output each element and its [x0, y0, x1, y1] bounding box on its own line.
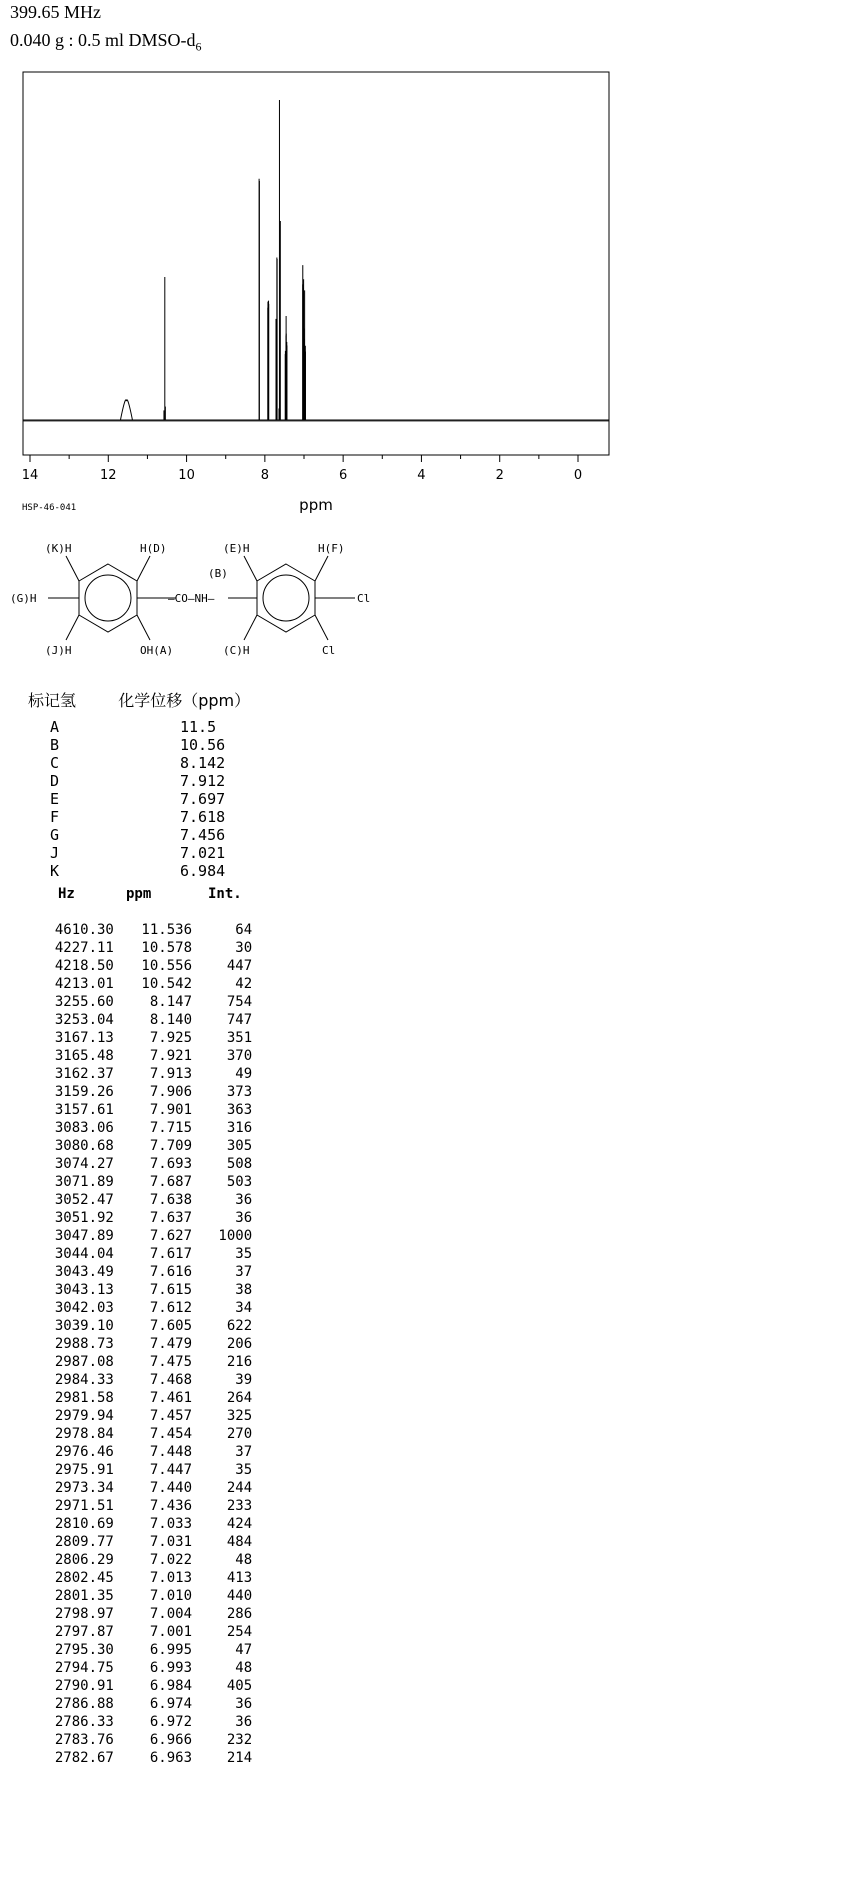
assignment-shift: 11.5: [180, 718, 217, 736]
peak-hz: 3167.13: [38, 1030, 114, 1046]
peak-int: 363: [210, 1102, 253, 1118]
peak-hz: 2976.46: [38, 1444, 114, 1460]
peak-hz: 3051.92: [38, 1210, 114, 1226]
peak-list-header: Int.: [208, 886, 242, 902]
peak-hz: 2809.77: [38, 1534, 114, 1550]
assignment-header-label: 标记氢: [28, 691, 77, 710]
peak-int: 42: [210, 976, 253, 992]
peak-ppm: 7.475: [133, 1354, 193, 1370]
peak-ppm: 7.617: [133, 1246, 193, 1262]
peak-ppm: 6.963: [133, 1750, 193, 1766]
bond: [66, 556, 79, 581]
label-C: (C)H: [223, 644, 250, 657]
peak-hz: 3253.04: [38, 1012, 114, 1028]
peak-ppm: 7.612: [133, 1300, 193, 1316]
assignment-label: F: [50, 808, 60, 826]
peak-ppm: 7.615: [133, 1282, 193, 1298]
peak-ppm: 7.440: [133, 1480, 193, 1496]
peak-list-header: Hz: [58, 886, 75, 902]
spectrum-code: HSP-46-041: [22, 503, 77, 513]
peak-hz: 3083.06: [38, 1120, 114, 1136]
peak-ppm: 6.995: [133, 1642, 193, 1658]
peak-ppm: 7.693: [133, 1156, 193, 1172]
peak-int: 37: [210, 1444, 253, 1460]
peak-hz: 2981.58: [38, 1390, 114, 1406]
peak-hz: 2984.33: [38, 1372, 114, 1388]
peak-ppm: 7.457: [133, 1408, 193, 1424]
plot-frame: [23, 72, 609, 455]
peak-ppm: 7.479: [133, 1336, 193, 1352]
bond: [244, 615, 257, 640]
peak-int: 244: [210, 1480, 253, 1496]
peak-int: 316: [210, 1120, 253, 1136]
assignment-shift: 7.912: [180, 772, 226, 790]
peak-hz: 2786.88: [38, 1696, 114, 1712]
peak-hz: 2810.69: [38, 1516, 114, 1532]
peak-int: 440: [210, 1588, 253, 1604]
peak-hz: 4610.30: [38, 922, 114, 938]
peak-hz: 2802.45: [38, 1570, 114, 1586]
assignment-label: A: [50, 718, 60, 736]
peak-ppm: 6.993: [133, 1660, 193, 1676]
peak-ppm: 7.638: [133, 1192, 193, 1208]
peak-hz: 3165.48: [38, 1048, 114, 1064]
peak-ppm: 7.448: [133, 1444, 193, 1460]
peak-hz: 2806.29: [38, 1552, 114, 1568]
aromatic-circle-left: [85, 575, 131, 621]
nmr-spectrum-chart: [0, 0, 850, 520]
label-K: (K)H: [45, 542, 72, 555]
sample-subscript: 6: [195, 39, 202, 54]
peak-ppm: 8.147: [133, 994, 193, 1010]
peak-int: 351: [210, 1030, 253, 1046]
peak-ppm: 7.447: [133, 1462, 193, 1478]
peak-int: 216: [210, 1354, 253, 1370]
peak-hz: 2782.67: [38, 1750, 114, 1766]
peak-hz: 2786.33: [38, 1714, 114, 1730]
peak-list-header: ppm: [126, 886, 152, 902]
peak-int: 232: [210, 1732, 253, 1748]
bond: [137, 556, 150, 581]
peak-ppm: 10.542: [133, 976, 193, 992]
peak-ppm: 7.709: [133, 1138, 193, 1154]
peak-hz: 2978.84: [38, 1426, 114, 1442]
assignment-shift: 7.456: [180, 826, 226, 844]
peak-int: 405: [210, 1678, 253, 1694]
peak-ppm: 6.974: [133, 1696, 193, 1712]
assignment-shift: 7.697: [180, 790, 226, 808]
peak-int: 39: [210, 1372, 253, 1388]
peak-ppm: 7.468: [133, 1372, 193, 1388]
peak-ppm: 7.454: [133, 1426, 193, 1442]
peak-ppm: 7.616: [133, 1264, 193, 1280]
label-Cl-meta: Cl: [322, 644, 336, 657]
x-tick-label: 6: [339, 468, 348, 483]
peak-int: 747: [210, 1012, 253, 1028]
assignment-label: G: [50, 826, 60, 844]
label-CONH: —CO—NH—: [168, 592, 215, 605]
peak-ppm: 7.605: [133, 1318, 193, 1334]
peak-ppm: 7.906: [133, 1084, 193, 1100]
peak-int: 254: [210, 1624, 253, 1640]
peak-int: 370: [210, 1048, 253, 1064]
peak-int: 622: [210, 1318, 253, 1334]
label-G: (G)H: [10, 592, 37, 605]
assignment-shift: 6.984: [180, 862, 226, 880]
x-tick-label: 0: [573, 468, 583, 483]
peak-int: 35: [210, 1246, 253, 1262]
peak-hz: 2801.35: [38, 1588, 114, 1604]
assignment-label: E: [50, 790, 60, 808]
peak-hz: 2790.91: [38, 1678, 114, 1694]
peak-hz: 2979.94: [38, 1408, 114, 1424]
x-tick-label: 10: [178, 468, 195, 483]
peak-hz: 4213.01: [38, 976, 114, 992]
peak-ppm: 7.637: [133, 1210, 193, 1226]
peak-hz: 2988.73: [38, 1336, 114, 1352]
aromatic-circle-right: [263, 575, 309, 621]
bond: [315, 615, 328, 640]
peak-ppm: 7.627: [133, 1228, 193, 1244]
peak-ppm: 10.556: [133, 958, 193, 974]
benzene-ring-left: [79, 564, 137, 632]
peak-ppm: 7.925: [133, 1030, 193, 1046]
peak-hz: 3157.61: [38, 1102, 114, 1118]
peak-hz: 2971.51: [38, 1498, 114, 1514]
peak-ppm: 7.901: [133, 1102, 193, 1118]
x-tick-label: 2: [495, 468, 504, 483]
peak-ppm: 7.022: [133, 1552, 193, 1568]
spectrum-peak-broad: [120, 400, 132, 420]
peak-int: 373: [210, 1084, 253, 1100]
assignment-header: [28, 688, 250, 711]
peak-ppm: 7.004: [133, 1606, 193, 1622]
bond: [137, 615, 150, 640]
peak-ppm: 8.140: [133, 1012, 193, 1028]
peak-int: 38: [210, 1282, 253, 1298]
peak-int: 233: [210, 1498, 253, 1514]
peak-int: 49: [210, 1066, 253, 1082]
benzene-ring-right: [257, 564, 315, 632]
peak-hz: 3042.03: [38, 1300, 114, 1316]
peak-int: 36: [210, 1714, 253, 1730]
label-J: (J)H: [45, 644, 72, 657]
assignment-shift: 10.56: [180, 736, 226, 754]
peak-ppm: 7.687: [133, 1174, 193, 1190]
peak-int: 37: [210, 1264, 253, 1280]
peak-ppm: 7.033: [133, 1516, 193, 1532]
x-tick-label: 4: [417, 468, 426, 483]
peak-int: 48: [210, 1660, 253, 1676]
peak-ppm: 6.966: [133, 1732, 193, 1748]
peak-ppm: 10.578: [133, 940, 193, 956]
peak-int: 214: [210, 1750, 253, 1766]
peak-hz: 4218.50: [38, 958, 114, 974]
bond: [244, 556, 257, 581]
label-B: (B): [208, 567, 228, 580]
peak-int: 34: [210, 1300, 253, 1316]
peak-ppm: 7.010: [133, 1588, 193, 1604]
spectrometer-frequency: 399.65 MHz: [10, 2, 101, 22]
peak-hz: 3043.13: [38, 1282, 114, 1298]
assignment-header-shift: 化学位移（ppm）: [118, 691, 251, 710]
peak-int: 325: [210, 1408, 253, 1424]
assignment-label: C: [50, 754, 60, 772]
peak-int: 1000: [210, 1228, 253, 1244]
peak-int: 305: [210, 1138, 253, 1154]
assignment-shift: 8.142: [180, 754, 226, 772]
peak-int: 270: [210, 1426, 253, 1442]
peak-ppm: 7.921: [133, 1048, 193, 1064]
peak-hz: 2797.87: [38, 1624, 114, 1640]
x-tick-label: 14: [21, 468, 39, 483]
peak-ppm: 7.461: [133, 1390, 193, 1406]
peak-hz: 3052.47: [38, 1192, 114, 1208]
assignment-shift: 7.618: [180, 808, 226, 826]
peak-int: 264: [210, 1390, 253, 1406]
peak-int: 64: [210, 922, 253, 938]
label-Cl-para: Cl: [357, 592, 371, 605]
peak-hz: 3080.68: [38, 1138, 114, 1154]
peak-hz: 3044.04: [38, 1246, 114, 1262]
peak-ppm: 7.913: [133, 1066, 193, 1082]
peak-hz: 2794.75: [38, 1660, 114, 1676]
assignment-label: D: [50, 772, 60, 790]
peak-hz: 2973.34: [38, 1480, 114, 1496]
peak-int: 30: [210, 940, 253, 956]
peak-ppm: 6.984: [133, 1678, 193, 1694]
bond: [66, 615, 79, 640]
peak-hz: 3162.37: [38, 1066, 114, 1082]
label-D: H(D): [140, 542, 167, 555]
peak-int: 508: [210, 1156, 253, 1172]
assignment-label: K: [50, 862, 60, 880]
peak-hz: 4227.11: [38, 940, 114, 956]
peak-int: 484: [210, 1534, 253, 1550]
peak-hz: 3255.60: [38, 994, 114, 1010]
peak-int: 36: [210, 1192, 253, 1208]
peak-int: 286: [210, 1606, 253, 1622]
peak-hz: 2987.08: [38, 1354, 114, 1370]
peak-int: 36: [210, 1210, 253, 1226]
peak-hz: 3071.89: [38, 1174, 114, 1190]
x-tick-label: 8: [260, 468, 269, 483]
peak-hz: 2975.91: [38, 1462, 114, 1478]
peak-int: 36: [210, 1696, 253, 1712]
peak-ppm: 7.013: [133, 1570, 193, 1586]
peak-hz: 3047.89: [38, 1228, 114, 1244]
peak-int: 413: [210, 1570, 253, 1586]
peak-hz: 2795.30: [38, 1642, 114, 1658]
peak-int: 424: [210, 1516, 253, 1532]
peak-hz: 3043.49: [38, 1264, 114, 1280]
x-tick-label: 12: [100, 468, 117, 483]
bond: [315, 556, 328, 581]
peak-ppm: 7.031: [133, 1534, 193, 1550]
assignment-label: J: [50, 844, 60, 862]
peak-ppm: 6.972: [133, 1714, 193, 1730]
peak-ppm: 7.436: [133, 1498, 193, 1514]
peak-int: 447: [210, 958, 253, 974]
molecule-structure: [0, 515, 400, 675]
peak-int: 35: [210, 1462, 253, 1478]
assignment-label: B: [50, 736, 60, 754]
peak-int: 754: [210, 994, 253, 1010]
peak-int: 503: [210, 1174, 253, 1190]
peak-ppm: 7.001: [133, 1624, 193, 1640]
label-F: H(F): [318, 542, 345, 555]
peak-ppm: 11.536: [133, 922, 193, 938]
peak-hz: 3074.27: [38, 1156, 114, 1172]
assignment-shift: 7.021: [180, 844, 226, 862]
label-E: (E)H: [223, 542, 250, 555]
peak-int: 47: [210, 1642, 253, 1658]
peak-hz: 3039.10: [38, 1318, 114, 1334]
peak-hz: 2783.76: [38, 1732, 114, 1748]
peak-hz: 3159.26: [38, 1084, 114, 1100]
peak-int: 206: [210, 1336, 253, 1352]
peak-ppm: 7.715: [133, 1120, 193, 1136]
sample-main: 0.040 g : 0.5 ml DMSO-d: [10, 30, 196, 50]
label-A: OH(A): [140, 644, 174, 657]
peak-int: 48: [210, 1552, 253, 1568]
peak-hz: 2798.97: [38, 1606, 114, 1622]
x-axis-label: ppm: [299, 496, 333, 514]
